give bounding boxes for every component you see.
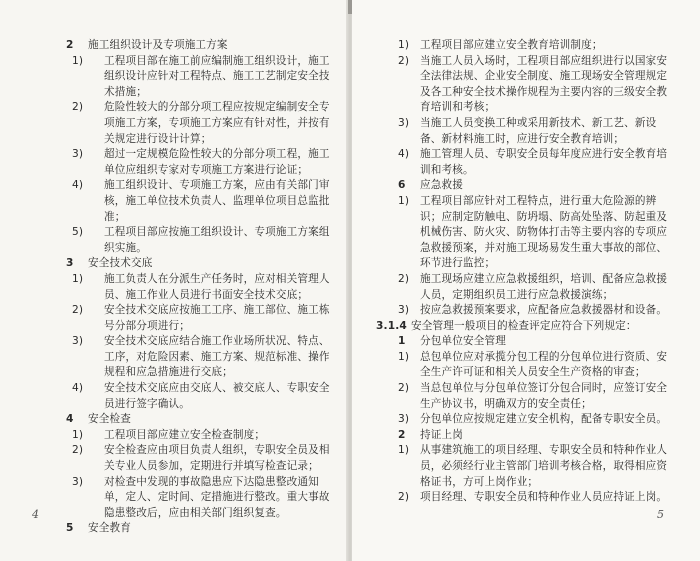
item-text: 对检查中发现的事故隐患应下达隐患整改通知单，定人、定时间、定措施进行整改。重大事故隐患整改后，应由相关部门组织复查。 <box>104 475 330 519</box>
left-page-list-item <box>72 428 336 444</box>
right-page-list-item <box>398 54 676 116</box>
item-text: 施工组织设计、专项施工方案，应由有关部门审核，施工单位技术负责人、监理单位项目总监批准； <box>104 179 330 223</box>
item-text: 安全检查应由项目负责人组织，专职安全员及相关专业人员参加，定期进行并填写检查记录； <box>104 444 330 473</box>
item-number: 6 <box>398 179 406 192</box>
item-text: 安全技术交底 <box>88 257 153 270</box>
item-number: 1) <box>72 272 84 285</box>
item-number: 3) <box>72 148 84 161</box>
right-page-list-item <box>398 412 676 428</box>
item-number: 3) <box>72 475 84 488</box>
right-page-list-item <box>398 38 676 54</box>
left-page-list-item <box>72 147 336 178</box>
right-page-list-item <box>398 272 676 303</box>
left-page-list-item <box>72 272 336 303</box>
item-number: 5) <box>72 226 84 239</box>
right-page-list-item <box>398 490 676 506</box>
left-page-list-item <box>72 100 336 147</box>
right-page-list-item <box>398 147 676 178</box>
item-number: 1) <box>398 444 410 457</box>
right-page-section-heading <box>398 334 676 350</box>
item-number: 2) <box>72 304 84 317</box>
item-number: 3.1.4 <box>376 319 407 332</box>
item-text: 安全技术交底应由交底人、被交底人、专职安全员进行签字确认。 <box>104 382 330 410</box>
left-page-list-item <box>72 334 336 381</box>
right-page-list-item <box>398 303 676 319</box>
item-text: 施工负责人在分派生产任务时，应对相关管理人员、施工作业人员进行书面安全技术交底； <box>104 272 330 301</box>
left-page-list-item <box>72 303 336 334</box>
left-page-list-item <box>72 381 336 412</box>
right-page-section-heading <box>398 428 676 444</box>
item-number: 2 <box>66 39 74 51</box>
left-page-section-heading <box>66 521 336 537</box>
left-page-content <box>60 38 336 537</box>
item-number: 1) <box>72 428 84 441</box>
item-text: 安全管理一般项目的检查评定应符合下列规定： <box>411 319 637 332</box>
right-page-number: 5 <box>657 508 664 521</box>
item-number: 5 <box>66 522 74 535</box>
left-page <box>0 0 348 561</box>
right-page-list-item <box>398 381 676 412</box>
item-number: 3) <box>398 116 410 129</box>
right-page-list-item <box>398 194 676 272</box>
right-page-list-item <box>398 443 676 490</box>
item-text: 施工现场应建立应急救援组织，培训、配备应急救援人员，定期组织员工进行应急救援演练； <box>420 272 668 301</box>
item-text: 安全教育 <box>88 522 131 535</box>
item-number: 4) <box>72 179 84 192</box>
left-page-section-heading <box>66 412 336 428</box>
right-page-content <box>376 38 676 506</box>
item-text: 安全技术交底应结合施工作业场所状况、特点、工序，对危险因素、施工方案、规范标准、操作规程和应急措施进行交底； <box>104 335 330 379</box>
left-page-section-heading <box>66 38 336 54</box>
item-text: 从事建筑施工的项目经理、专职安全员和特种作业人员，必须经行业主管部门培训考核合格，取得相应资格证书，方可上岗作业； <box>420 444 668 488</box>
item-number: 2) <box>72 101 84 114</box>
item-number: 1) <box>398 350 410 363</box>
item-text: 分包单位安全管理 <box>420 335 506 348</box>
item-text: 施工管理人员、专职安全员每年度应进行安全教育培训和考核。 <box>420 148 668 176</box>
left-page-section-heading <box>66 256 336 272</box>
item-text: 项目经理、专职安全员和特种作业人员应持证上岗。 <box>420 491 668 504</box>
item-number: 1 <box>398 335 406 348</box>
item-text: 安全检查 <box>88 413 131 426</box>
item-number: 2) <box>398 382 410 395</box>
right-page-section-heading <box>398 178 676 194</box>
item-number: 4) <box>398 148 410 161</box>
right-page <box>352 0 700 561</box>
item-number: 2) <box>398 491 410 504</box>
item-number: 2) <box>398 272 410 285</box>
item-number: 4) <box>72 382 84 395</box>
item-number: 3) <box>72 335 84 348</box>
item-text: 工程项目部应建立安全检查制度； <box>104 428 266 441</box>
left-page-number: 4 <box>32 508 39 521</box>
item-number: 1) <box>398 194 410 207</box>
item-text: 工程项目部应建立安全教育培训制度； <box>420 39 603 51</box>
item-text: 安全技术交底应按施工工序、施工部位、施工栋号分部分项进行； <box>104 304 330 332</box>
item-text: 当施工人员入场时，工程项目部应组织进行以国家安全法律法规、企业安全制度、施工现场安全管理规定及各工种安全技术操作规程为主要内容的三级安全教育培训和考核； <box>420 54 668 114</box>
item-number: 2 <box>398 428 406 441</box>
left-page-list-item <box>72 54 336 101</box>
item-text: 工程项目部在施工前应编制施工组织设计，施工组织设计应针对工程特点、施工工艺制定安全技术措施； <box>104 54 330 98</box>
item-text: 应急救援 <box>420 179 463 192</box>
item-number: 3) <box>398 413 410 426</box>
item-number: 1) <box>398 39 410 51</box>
item-number: 2) <box>72 444 84 457</box>
item-text: 分包单位应按规定建立安全机构，配备专职安全员。 <box>420 413 668 426</box>
item-text: 超过一定规模危险性较大的分部分项工程，施工单位应组织专家对专项施工方案进行论证； <box>104 148 330 176</box>
item-text: 按应急救援预案要求，应配备应急救援器材和设备。 <box>420 304 668 317</box>
right-page-list-item <box>398 350 676 381</box>
left-page-list-item <box>72 225 336 256</box>
item-text: 施工组织设计及专项施工方案 <box>88 39 228 51</box>
item-text: 当总包单位与分包单位签订分包合同时，应签订安全生产协议书，明确双方的安全责任； <box>420 382 668 410</box>
item-number: 1) <box>72 54 84 67</box>
item-number: 3 <box>66 257 74 270</box>
item-text: 工程项目部应按施工组织设计、专项施工方案组织实施。 <box>104 226 330 254</box>
item-number: 4 <box>66 413 74 426</box>
right-page-list-item <box>398 116 676 147</box>
left-page-list-item <box>72 443 336 474</box>
item-number: 2) <box>398 54 410 67</box>
left-page-list-item <box>72 475 336 522</box>
item-text: 当施工人员变换工种或采用新技术、新工艺、新设备、新材料施工时，应进行安全教育培训； <box>420 116 657 145</box>
item-text: 持证上岗 <box>420 428 463 441</box>
left-page-list-item <box>72 178 336 225</box>
right-page-section-heading <box>376 319 676 335</box>
item-text: 危险性较大的分部分项工程应按规定编制安全专项施工方案，专项施工方案应有针对性，并按有关规定进行设计计算； <box>104 101 330 145</box>
item-text: 总包单位应对承揽分包工程的分包单位进行资质、安全生产许可证和相关人员安全生产资格的审查； <box>420 350 668 379</box>
item-number: 3) <box>398 304 410 317</box>
item-text: 工程项目部应针对工程特点，进行重大危险源的辨识；应制定防触电、防坍塌、防高处坠落、防起重及机械伤害、防火灾、防物体打击等主要内容的专项应急救援预案，并对施工现场易发生重大事故的部位、环节进行监控； <box>420 194 668 270</box>
